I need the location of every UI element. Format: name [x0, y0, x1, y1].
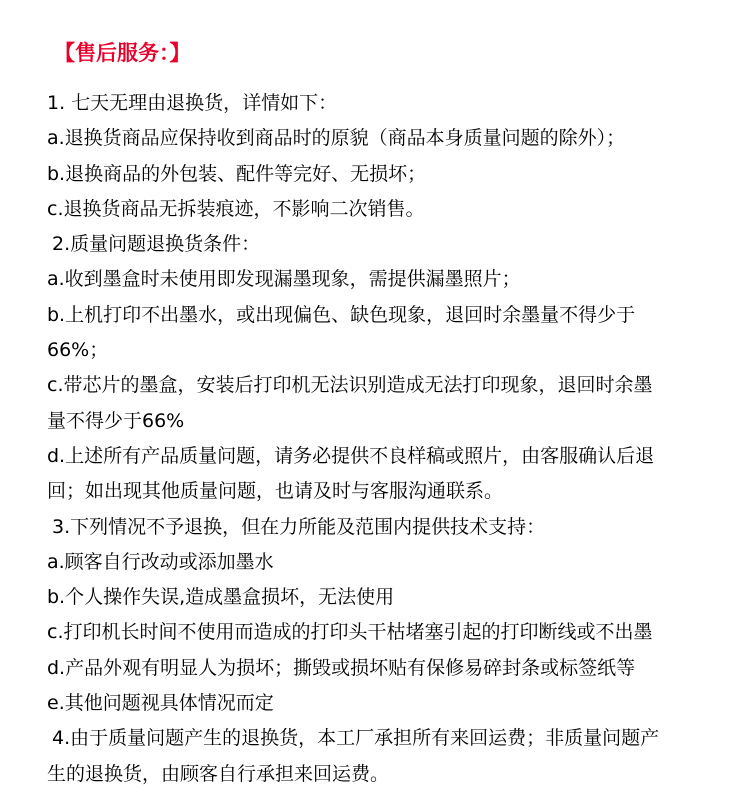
policy-line: d.上述所有产品质量问题，请务必提供不良样稿或照片，由客服确认后退 — [47, 444, 655, 467]
policy-line: c.退换货商品无拆装痕迹，不影响二次销售。 — [47, 197, 425, 220]
policy-line: b.上机打印不出墨水，或出现偏色、缺色现象，退回时余墨量不得少于 — [47, 303, 636, 326]
policy-heading: 【售后服务：】 — [54, 41, 191, 65]
section-3-title: 3.下列情况不予退换，但在力所能及范围内提供技术支持： — [52, 515, 546, 538]
policy-line: c.打印机长时间不使用而造成的打印头干枯堵塞引起的打印断线或不出墨 — [47, 621, 653, 644]
policy-line: 量不得少于66% — [47, 409, 185, 432]
section-1-title: 1. 七天无理由退换货，详情如下： — [47, 92, 338, 114]
section-4-title: 4.由于质量问题产生的退换货，本工厂承担所有来回运费；非质量问题产 — [52, 727, 660, 750]
policy-line: 66%； — [47, 339, 109, 362]
policy-content — [47, 86, 717, 792]
policy-line: 回；如出现其他质量问题，也请及时与客服沟通联系。 — [47, 480, 504, 503]
policy-line: a.收到墨盒时未使用即发现漏墨现象，需提供漏墨照片； — [47, 268, 521, 291]
policy-line: b.个人操作失误,造成墨盒损坏，无法使用 — [47, 586, 395, 609]
policy-line: e.其他问题视具体情况而定 — [47, 692, 274, 715]
policy-line: a.顾客自行改动或添加墨水 — [47, 550, 274, 573]
policy-line: a.退换货商品应保持收到商品时的原貌（商品本身质量问题的除外）； — [47, 127, 626, 150]
policy-line: 生的退换货，由顾客自行承担来回运费。 — [47, 762, 390, 785]
section-2-title: 2.质量问题退换货条件： — [52, 233, 261, 256]
policy-line: d.产品外观有明显人为损坏；撕毁或损坏贴有保修易碎封条或标签纸等 — [47, 656, 636, 679]
policy-line: b.退换商品的外包装、配件等完好、无损坏； — [47, 162, 427, 185]
policy-line: c.带芯片的墨盒，安装后打印机无法识别造成无法打印现象，退回时余墨 — [47, 374, 653, 397]
